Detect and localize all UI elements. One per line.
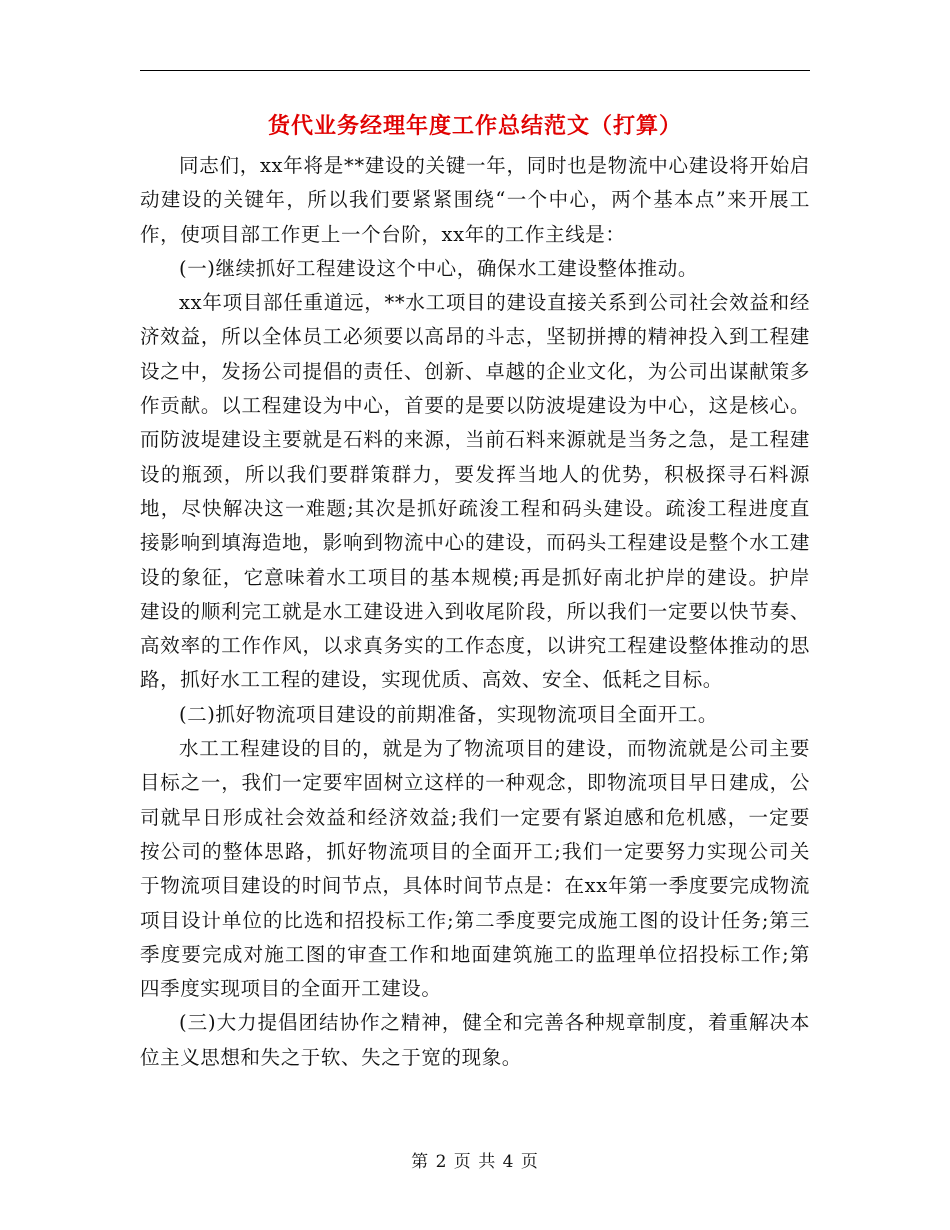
page-footer: 第 2 页 共 4 页 — [411, 1152, 539, 1172]
paragraph-heading-1: (一)继续抓好工程建设这个中心，确保水工建设整体推动。 — [179, 256, 698, 280]
paragraph-section-1: xx年项目部任重道远，**水工项目的建设直接关系到公司社会效益和经济效益，所以全体员工必须要以高昂的斗志，坚韧拼搏的精神投入到工程建设之中，发扬公司提倡的责任、创新、卓越的企业文化，为公司出谋献策多作贡献。以工程建设为中心，首要的是要以防波堤建设为中心，这是核心。而防波堤建设主要就是石料的来源，当前石料来源就是当务之急，是工程建设的瓶颈，所以我们要群策群力，要发挥当地人的优势，积极探寻石料源地，尽快解决这一难题;其次是抓好疏浚工程和码头建设。疏浚工程进度直接影响到填海造地，影响到物流中心的建设，而码头工程建设是整个水工建设的象征，它意味着水工项目的基本规模;再是抓好南北护岸的建设。护岸建设的顺利完工就是水工建设进入到收尾阶段，所以我们一定要以快节奏、高效率的工作作风，以求真务实的工作态度，以讲究工程建设整体推动的思路，抓好水工工程的建设，实现优质、高效、安全、低耗之目标。 — [140, 291, 810, 692]
paragraph-intro: 同志们，xx年将是**建设的关键一年，同时也是物流中心建设将开始启动建设的关键年，所以我们要紧紧围绕“一个中心，两个基本点”来开展工作，使项目部工作更上一个台阶，xx年的工作主线是： — [140, 154, 810, 246]
document-body — [140, 149, 810, 1075]
paragraph-heading-3: (三)大力提倡团结协作之精神，健全和完善各种规章制度，着重解决本位主义思想和失之于软、失之于宽的现象。 — [140, 1011, 810, 1069]
paragraph-section-2: 水工工程建设的目的，就是为了物流项目的建设，而物流就是公司主要目标之一，我们一定要牢固树立这样的一种观念，即物流项目早日建成，公司就早日形成社会效益和经济效益;我们一定要有紧迫感和危机感，一定要按公司的整体思路，抓好物流项目的全面开工;我们一定要努力实现公司关于物流项目建设的时间节点，具体时间节点是：在xx年第一季度要完成物流项目设计单位的比选和招投标工作;第二季度要完成施工图的设计任务;第三季度要完成对施工图的审查工作和地面建筑施工的监理单位招投标工作;第四季度实现项目的全面开工建设。 — [140, 737, 810, 1001]
paragraph-heading-2: (二)抓好物流项目建设的前期准备，实现物流项目全面开工。 — [179, 702, 719, 726]
document-title: 货代业务经理年度工作总结范文（打算） — [267, 113, 682, 139]
header-rule — [140, 70, 810, 71]
